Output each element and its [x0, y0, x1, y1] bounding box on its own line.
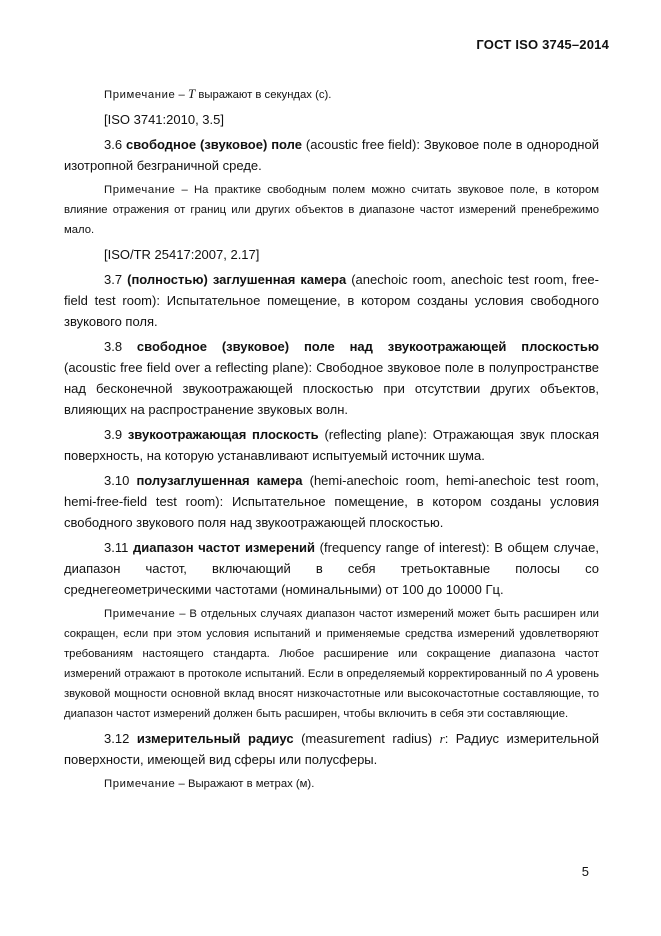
- term-number: 3.8: [104, 339, 123, 354]
- term-3-12: [64, 728, 599, 770]
- reference: [ISO 3741:2010, 3.5]: [104, 112, 224, 127]
- term-definition: (reflecting plane): Отражающая звук плоская поверхность, на которую устанавливают испытуемый источник шума.: [64, 427, 599, 463]
- document-header: ГОСТ ISO 3745–2014: [476, 37, 609, 52]
- term-3-6: [64, 134, 599, 176]
- note-dash: –: [181, 184, 188, 196]
- page-number: 5: [581, 864, 589, 879]
- note-paragraph: [64, 604, 599, 724]
- term-number: 3.7: [104, 272, 123, 287]
- term-definition: (acoustic free field): Звуковое поле в однородной изотропной безграничной среде.: [64, 137, 599, 173]
- term-definition: (hemi-anechoic room, hemi-anechoic test room, hemi-free-field test room): Испытательное помещение, в котором созданы условия свободного звукового поля над звукоотражающей плоскостью.: [64, 473, 599, 530]
- term-3-7: [64, 269, 599, 332]
- term-name: полузаглушенная камера: [136, 473, 303, 488]
- note-dash: –: [179, 608, 186, 620]
- note-dash: –: [178, 89, 185, 101]
- term-3-9: [64, 424, 599, 466]
- term-name: диапазон частот измерений: [132, 540, 316, 555]
- term-number: 3.10: [104, 473, 130, 488]
- note-paragraph: [64, 774, 599, 794]
- term-definition-continued: : Радиус измерительной поверхности, имеющей вид сферы или полусферы.: [64, 731, 599, 767]
- note-text: На практике свободным полем можно считать звуковое поле, в котором влияние отражения от границ или других объектов в диапазоне частот измерений пренебрежимо мало.: [64, 184, 600, 236]
- note-text: В отдельных случаях диапазон частот измерений может быть расширен или сокращен, если при этом условия испытаний и применяемые средства измерений удовлетворяют требованиям настоящего стандарта. Любое расширение или сокращение диапазона частот измерений отражают в протоколе испытаний. Если в определяемый корректированный по: [64, 608, 599, 680]
- note-text: Выражают в метрах (м).: [187, 778, 315, 790]
- term-name: звукоотражающая плоскость: [127, 427, 319, 442]
- note-text: выражают в секундах (с).: [198, 89, 332, 101]
- term-name: свободное (звуковое) поле над звукоотражающей плоскостью: [136, 339, 599, 354]
- term-definition: (measurement radius): [293, 731, 440, 746]
- variable-A: A: [545, 668, 554, 680]
- note-dash: –: [178, 778, 185, 790]
- term-number: 3.9: [104, 427, 123, 442]
- variable-r: r: [439, 731, 445, 746]
- term-number: 3.6: [104, 137, 123, 152]
- term-number: 3.11: [104, 540, 129, 555]
- term-number: 3.12: [104, 731, 130, 746]
- document-body: [64, 84, 599, 798]
- note-label: Примечание: [104, 184, 176, 196]
- term-heading-line: [64, 336, 599, 357]
- note-label: Примечание: [104, 778, 176, 790]
- term-name: (полностью) заглушенная камера: [127, 272, 347, 287]
- term-3-8: [64, 336, 599, 420]
- reference: [ISO/TR 25417:2007, 2.17]: [104, 247, 260, 262]
- term-definition: (frequency range of interest): В общем случае, диапазон частот, включающий в себя третьоктавные полосы со среднегеометрическими частотами (номинальными) от 100 до 10000 Гц.: [64, 540, 599, 597]
- note-label: Примечание: [104, 608, 176, 620]
- note-paragraph: [64, 180, 599, 240]
- term-name: свободное (звуковое) поле: [126, 137, 302, 152]
- term-definition: (anechoic room, anechoic test room, free-field test room): Испытательное помещение, в котором созданы условия свободного звукового поля.: [64, 272, 599, 329]
- term-3-10: [64, 470, 599, 533]
- term-3-11: [64, 537, 599, 600]
- note-text-continued: уровень звуковой мощности основной вклад вносят низкочастотные или высокочастотные составляющие, то диапазон частот измерений должен быть расширен, чтобы включить в себя эти составляющие.: [64, 668, 600, 720]
- variable-T: T: [187, 86, 196, 101]
- term-definition: (acoustic free field over a reflecting plane): Свободное звуковое поле в полупространстве над бесконечной звукоотражающей плоскостью при отсутствии других объектов, влияющих на распространение звуковых волн.: [64, 360, 599, 417]
- term-name: измерительный радиус: [136, 731, 294, 746]
- note-label: Примечание: [104, 89, 176, 101]
- note-paragraph: [64, 84, 599, 105]
